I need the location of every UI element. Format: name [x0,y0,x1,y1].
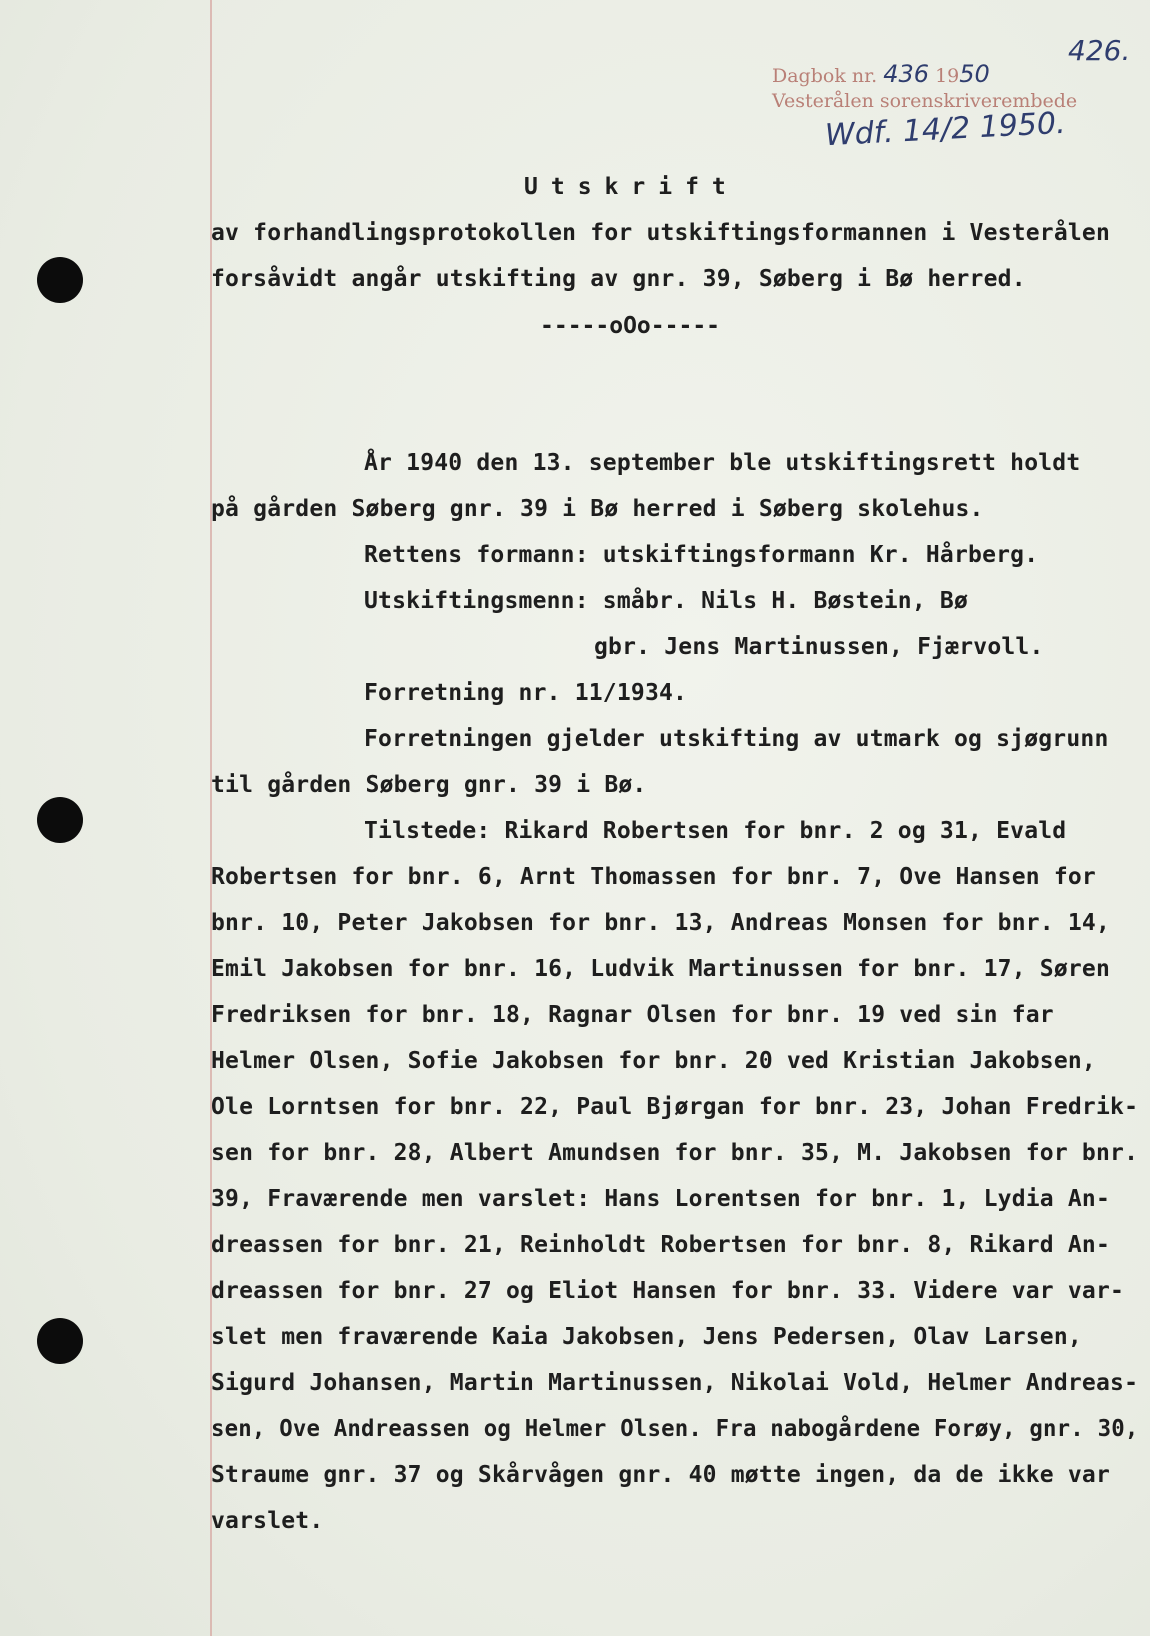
punch-hole [37,797,83,843]
stamp-year-prefix: 19 [935,65,960,87]
body-line: dreassen for bnr. 21, Reinholdt Robertsen for bnr. 8, Rikard An- [211,1232,1111,1258]
body-line: slet men fraværende Kaia Jakobsen, Jens Pedersen, Olav Larsen, [211,1324,1082,1350]
body-line: Ole Lorntsen for bnr. 22, Paul Bjørgan for bnr. 23, Johan Fredrik- [211,1094,1139,1120]
body-line: gbr. Jens Martinussen, Fjærvoll. [594,634,1044,660]
body-line: Robertsen for bnr. 6, Arnt Thomassen for bnr. 7, Ove Hansen for [211,864,1096,890]
body-line: Utskiftingsmenn: småbr. Nils H. Bøstein, Bø [364,588,969,614]
body-line: Forretning nr. 11/1934. [364,680,688,706]
body-line: Rettens formann: utskiftingsformann Kr. Hårberg. [364,542,1039,568]
handwritten-signature: Wdf. 14/2 1950. [824,105,1067,154]
body-line: Tilstede: Rikard Robertsen for bnr. 2 og 31, Evald [364,818,1067,844]
document-title: Utskrift [524,174,739,200]
body-line: sen, Ove Andreassen og Helmer Olsen. Fra nabogårdene Forøy, gnr. 30, [211,1416,1139,1442]
body-line: Sigurd Johansen, Martin Martinussen, Nikolai Vold, Helmer Andreas- [211,1370,1139,1396]
body-line: på gården Søberg gnr. 39 i Bø herred i Søberg skolehus. [211,496,984,522]
body-line: År 1940 den 13. september ble utskiftingsrett holdt [364,450,1081,476]
stamp-year-suffix: 50 [959,60,990,88]
intro-line: av forhandlingsprotokollen for utskiftingsformannen i Vesterålen [211,220,1111,246]
body-line: Helmer Olsen, Sofie Jakobsen for bnr. 20 ved Kristian Jakobsen, [211,1048,1096,1074]
body-line: sen for bnr. 28, Albert Amundsen for bnr. 35, M. Jakobsen for bnr. [211,1140,1139,1166]
body-line: Forretningen gjelder utskifting av utmark og sjøgrunn [364,726,1109,752]
body-line: til gården Søberg gnr. 39 i Bø. [211,772,647,798]
punch-hole [37,1318,83,1364]
stamp-label: Dagbok nr. [772,65,878,87]
stamp-number: 436 [883,60,930,88]
journal-stamp-line1 [772,60,990,88]
body-line: bnr. 10, Peter Jakobsen for bnr. 13, Andreas Monsen for bnr. 14, [211,910,1111,936]
body-line: Fredriksen for bnr. 18, Ragnar Olsen for bnr. 19 ved sin far [211,1002,1054,1028]
body-line: 39, Fraværende men varslet: Hans Lorentsen for bnr. 1, Lydia An- [211,1186,1111,1212]
journal-stamp-line2: Vesterålen sorenskriverembede [772,90,1078,112]
body-line: Straume gnr. 37 og Skårvågen gnr. 40 møtte ingen, da de ikke var [211,1462,1111,1488]
punch-hole [37,257,83,303]
intro-line: forsåvidt angår utskifting av gnr. 39, Søberg i Bø herred. [211,266,1026,292]
page-number: 426. [1068,34,1131,67]
body-line: Emil Jakobsen for bnr. 16, Ludvik Martinussen for bnr. 17, Søren [211,956,1111,982]
body-line: varslet. [211,1508,324,1534]
separator: -----oOo----- [540,313,721,339]
body-line: dreassen for bnr. 27 og Eliot Hansen for bnr. 33. Videre var var- [211,1278,1125,1304]
